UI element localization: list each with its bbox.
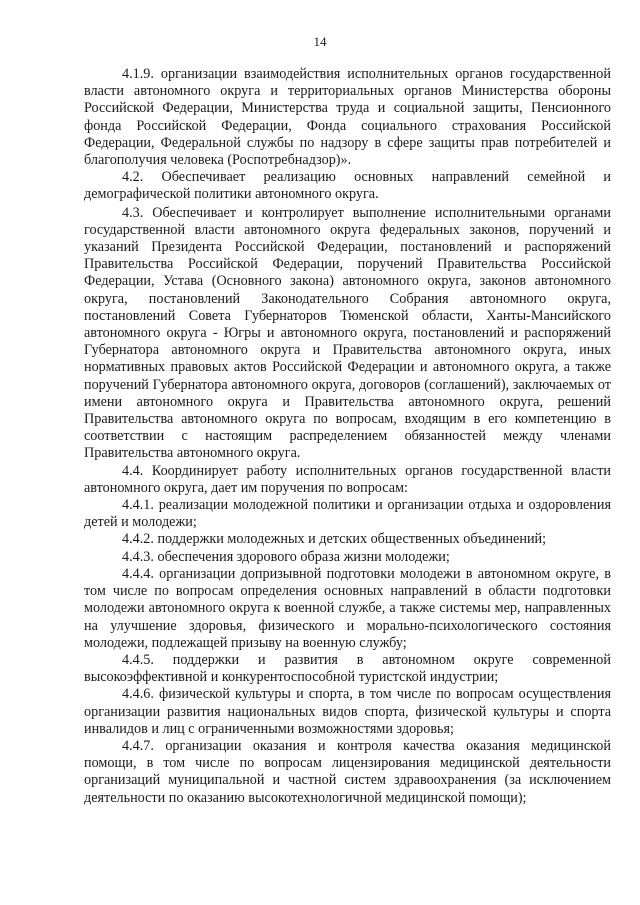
paragraph-4-4-1: 4.4.1. реализации молодежной политики и организации отдыха и оздоровления детей и молодежи; — [84, 497, 611, 531]
document-body — [84, 66, 611, 807]
paragraph-4-4-7: 4.4.7. организации оказания и контроля качества оказания медицинской помощи, в том числе по вопросам лицензирования медицинской деятельности организаций муниципальной и частной систем здравоохранения (за исключением деятельности по оказанию высокотехнологичной медицинской помощи); — [84, 737, 611, 806]
paragraph-4-4: 4.4. Координирует работу исполнительных органов государственной власти автономного округа, дает им поручения по вопросам: — [84, 462, 611, 496]
paragraph-4-1-9: 4.1.9. организации взаимодействия исполнительных органов государственной власти автономного округа и территориальных органов Министерства обороны Российской Федерации, Министерства труда и социальной защиты, Пенсионного фонда Российской Федерации, Фонда социального страхования Российской Федерации, Федеральной службы по надзору в сфере защиты прав потребителей и благополучия человека (Роспотребнадзор)». — [84, 66, 611, 169]
paragraph-4-3: 4.3. Обеспечивает и контролирует выполнение исполнительными органами государственной власти автономного округа федеральных законов, поручений и указаний Президента Российской Федерации, постановлений и распоряжений Правительства Российской Федерации, поручений Правительства Российской Федерации, Устава (Основного закона) автономного округа, законов автономного округа, постановлений Законодательного Собрания автономного округа, постановлений Совета Губернаторов Тюменской области, Ханты-Мансийского автономного округа - Югры и автономного округа, постановлений и распоряжений Губернатора автономного округа и Правительства автономного округа, иных нормативных правовых актов Российской Федерации и автономного округа, а также поручений Губернатора автономного округа, договоров (соглашений), заключаемых от имени автономного округа и Правительства автономного округа, решений Правительства автономного округа по вопросам, входящим в его компетенцию в соответствии с настоящим распределением обязанностей между членами Правительства автономного округа. — [84, 204, 611, 462]
paragraph-4-2: 4.2. Обеспечивает реализацию основных направлений семейной и демографической политики автономного округа. — [84, 169, 611, 203]
paragraph-4-4-2: 4.4.2. поддержки молодежных и детских общественных объединений; — [122, 531, 547, 548]
paragraph-4-4-4: 4.4.4. организации допризывной подготовки молодежи в автономном округе, в том числе по вопросам определения основных направлений в области подготовки молодежи автономного округа к военной службе, а также системы мер, направленных на улучшение здоровья, физического и морально-психологического состояния молодежи, подлежащей призыву на военную службу; — [84, 565, 611, 651]
paragraph-4-4-3: 4.4.3. обеспечения здорового образа жизни молодежи; — [122, 548, 450, 565]
paragraph-4-4-5: 4.4.5. поддержки и развития в автономном округе современной высокоэффективной и конкурентоспособной туристской индустрии; — [84, 651, 611, 686]
paragraph-4-4-6: 4.4.6. физической культуры и спорта, в том числе по вопросам осуществления организации развития национальных видов спорта, физической культуры и спорта инвалидов и лиц с ограниченными возможностями здоровья; — [84, 686, 611, 737]
page-number: 14 — [313, 34, 327, 49]
